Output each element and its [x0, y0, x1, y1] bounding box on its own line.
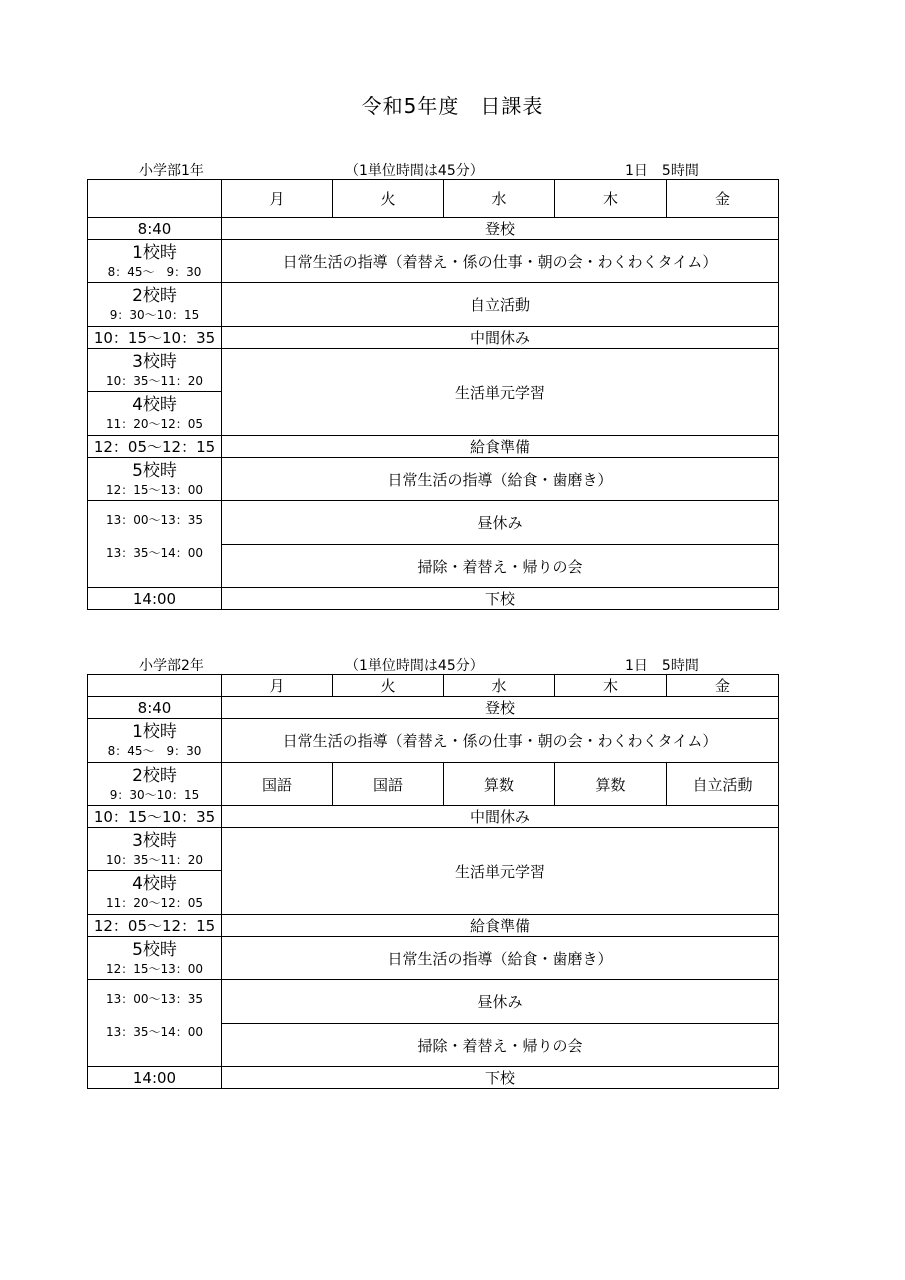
noon-activity: 昼休み — [222, 980, 779, 1024]
unit-note: （1単位時間は45分） — [345, 658, 484, 674]
period-1-activity: 日常生活の指導（着替え・係の仕事・朝の会・わくわくタイム） — [222, 719, 779, 763]
period-3-name: 3校時 — [132, 830, 177, 851]
day-thu: 木 — [555, 675, 667, 697]
break-time: 10：15～10：35 — [88, 806, 222, 828]
period-3-time: 10：35～11：20 — [105, 373, 204, 388]
period-1-cell — [88, 719, 222, 763]
period-2-activity: 自立活動 — [222, 283, 779, 327]
period-1-row — [88, 240, 779, 283]
break-row — [88, 327, 779, 349]
dismiss-activity: 下校 — [222, 1067, 779, 1089]
period-5-cell — [88, 458, 222, 501]
period-4-time: 11：20～12：05 — [105, 417, 204, 431]
period-5-time: 12：15～13：00 — [105, 482, 204, 497]
arrival-activity: 登校 — [222, 218, 779, 240]
period-3-name: 3校時 — [132, 351, 177, 372]
day-info: 1日 5時間 — [625, 163, 699, 179]
corner-cell — [88, 180, 222, 218]
period-3-row — [88, 349, 779, 392]
day-header-row — [88, 180, 779, 218]
table-1-header — [87, 160, 778, 180]
clean-activity: 掃除・着替え・帰りの会 — [222, 545, 779, 588]
lunch-prep-row — [88, 915, 779, 937]
period-3-row — [88, 828, 779, 871]
noon-row — [88, 501, 779, 545]
period-3-cell — [88, 349, 222, 392]
corner-cell — [88, 675, 222, 697]
day-wed: 水 — [444, 675, 555, 697]
schedule-table-2 — [87, 674, 779, 1089]
day-mon: 月 — [222, 180, 333, 218]
period-1-cell — [88, 240, 222, 283]
period-2-thu: 算数 — [555, 763, 667, 806]
afternoon-times-cell — [88, 980, 222, 1067]
period-2-cell — [88, 283, 222, 327]
dismiss-time: 14:00 — [88, 1067, 222, 1089]
dismiss-row — [88, 1067, 779, 1089]
arrival-activity: 登校 — [222, 697, 779, 719]
dismiss-time: 14:00 — [88, 588, 222, 610]
clean-time: 13：35～14：00 — [105, 1025, 204, 1039]
period-2-wed: 算数 — [444, 763, 555, 806]
arrival-time: 8:40 — [88, 697, 222, 719]
period-5-name: 5校時 — [132, 460, 177, 481]
period-1-time: 8：45～ 9：30 — [107, 264, 202, 279]
period-3-4-activity: 生活単元学習 — [222, 828, 779, 915]
period-3-4-activity: 生活単元学習 — [222, 349, 779, 436]
period-2-mon: 国語 — [222, 763, 333, 806]
period-5-activity: 日常生活の指導（給食・歯磨き） — [222, 937, 779, 980]
break-activity: 中間休み — [222, 806, 779, 828]
period-5-row — [88, 937, 779, 980]
day-header-row — [88, 675, 779, 697]
period-2-row — [88, 763, 779, 806]
lunch-prep-time: 12：05～12：15 — [88, 915, 222, 937]
arrival-row — [88, 218, 779, 240]
day-tue: 火 — [333, 675, 444, 697]
clean-time: 13：35～14：00 — [105, 546, 204, 560]
period-2-row — [88, 283, 779, 327]
day-fri: 金 — [667, 675, 779, 697]
period-4-cell — [88, 392, 222, 436]
period-4-name: 4校時 — [132, 395, 177, 415]
period-5-activity: 日常生活の指導（給食・歯磨き） — [222, 458, 779, 501]
day-mon: 月 — [222, 675, 333, 697]
dismiss-activity: 下校 — [222, 588, 779, 610]
grade-label: 小学部1年 — [139, 163, 204, 179]
arrival-row — [88, 697, 779, 719]
period-4-name: 4校時 — [132, 874, 177, 894]
period-2-time: 9：30～10：15 — [109, 308, 200, 322]
break-activity: 中間休み — [222, 327, 779, 349]
period-5-row — [88, 458, 779, 501]
period-5-time: 12：15～13：00 — [105, 961, 204, 976]
period-2-name: 2校時 — [132, 765, 177, 786]
schedule-table-1 — [87, 179, 779, 610]
period-2-tue: 国語 — [333, 763, 444, 806]
arrival-time: 8:40 — [88, 218, 222, 240]
period-5-name: 5校時 — [132, 939, 177, 960]
noon-activity: 昼休み — [222, 501, 779, 545]
period-1-time: 8：45～ 9：30 — [107, 744, 202, 758]
period-3-cell — [88, 828, 222, 871]
noon-row — [88, 980, 779, 1024]
period-2-name: 2校時 — [132, 286, 177, 306]
period-4-cell — [88, 871, 222, 915]
noon-time: 13：00～13：35 — [105, 992, 204, 1006]
period-1-row — [88, 719, 779, 763]
lunch-prep-time: 12：05～12：15 — [88, 436, 222, 458]
dismiss-row — [88, 588, 779, 610]
unit-note: （1単位時間は45分） — [345, 163, 484, 179]
clean-activity: 掃除・着替え・帰りの会 — [222, 1024, 779, 1067]
lunch-prep-row — [88, 436, 779, 458]
day-thu: 木 — [555, 180, 667, 218]
period-2-time: 9：30～10：15 — [109, 787, 200, 802]
period-2-fri: 自立活動 — [667, 763, 779, 806]
noon-time: 13：00～13：35 — [105, 513, 204, 527]
table-2-header — [87, 655, 778, 675]
period-4-time: 11：20～12：05 — [105, 896, 204, 910]
grade-label: 小学部2年 — [139, 658, 204, 674]
period-2-cell — [88, 763, 222, 806]
day-wed: 水 — [444, 180, 555, 218]
period-5-cell — [88, 937, 222, 980]
day-fri: 金 — [667, 180, 779, 218]
break-row — [88, 806, 779, 828]
day-info: 1日 5時間 — [625, 658, 699, 674]
page-title: 令和5年度 日課表 — [361, 94, 544, 118]
lunch-prep-activity: 給食準備 — [222, 436, 779, 458]
period-1-activity: 日常生活の指導（着替え・係の仕事・朝の会・わくわくタイム） — [222, 240, 779, 283]
afternoon-times-cell — [88, 501, 222, 588]
period-1-name: 1校時 — [132, 242, 177, 263]
period-1-name: 1校時 — [132, 722, 177, 742]
period-3-time: 10：35～11：20 — [105, 852, 204, 867]
lunch-prep-activity: 給食準備 — [222, 915, 779, 937]
break-time: 10：15～10：35 — [88, 327, 222, 349]
day-tue: 火 — [333, 180, 444, 218]
